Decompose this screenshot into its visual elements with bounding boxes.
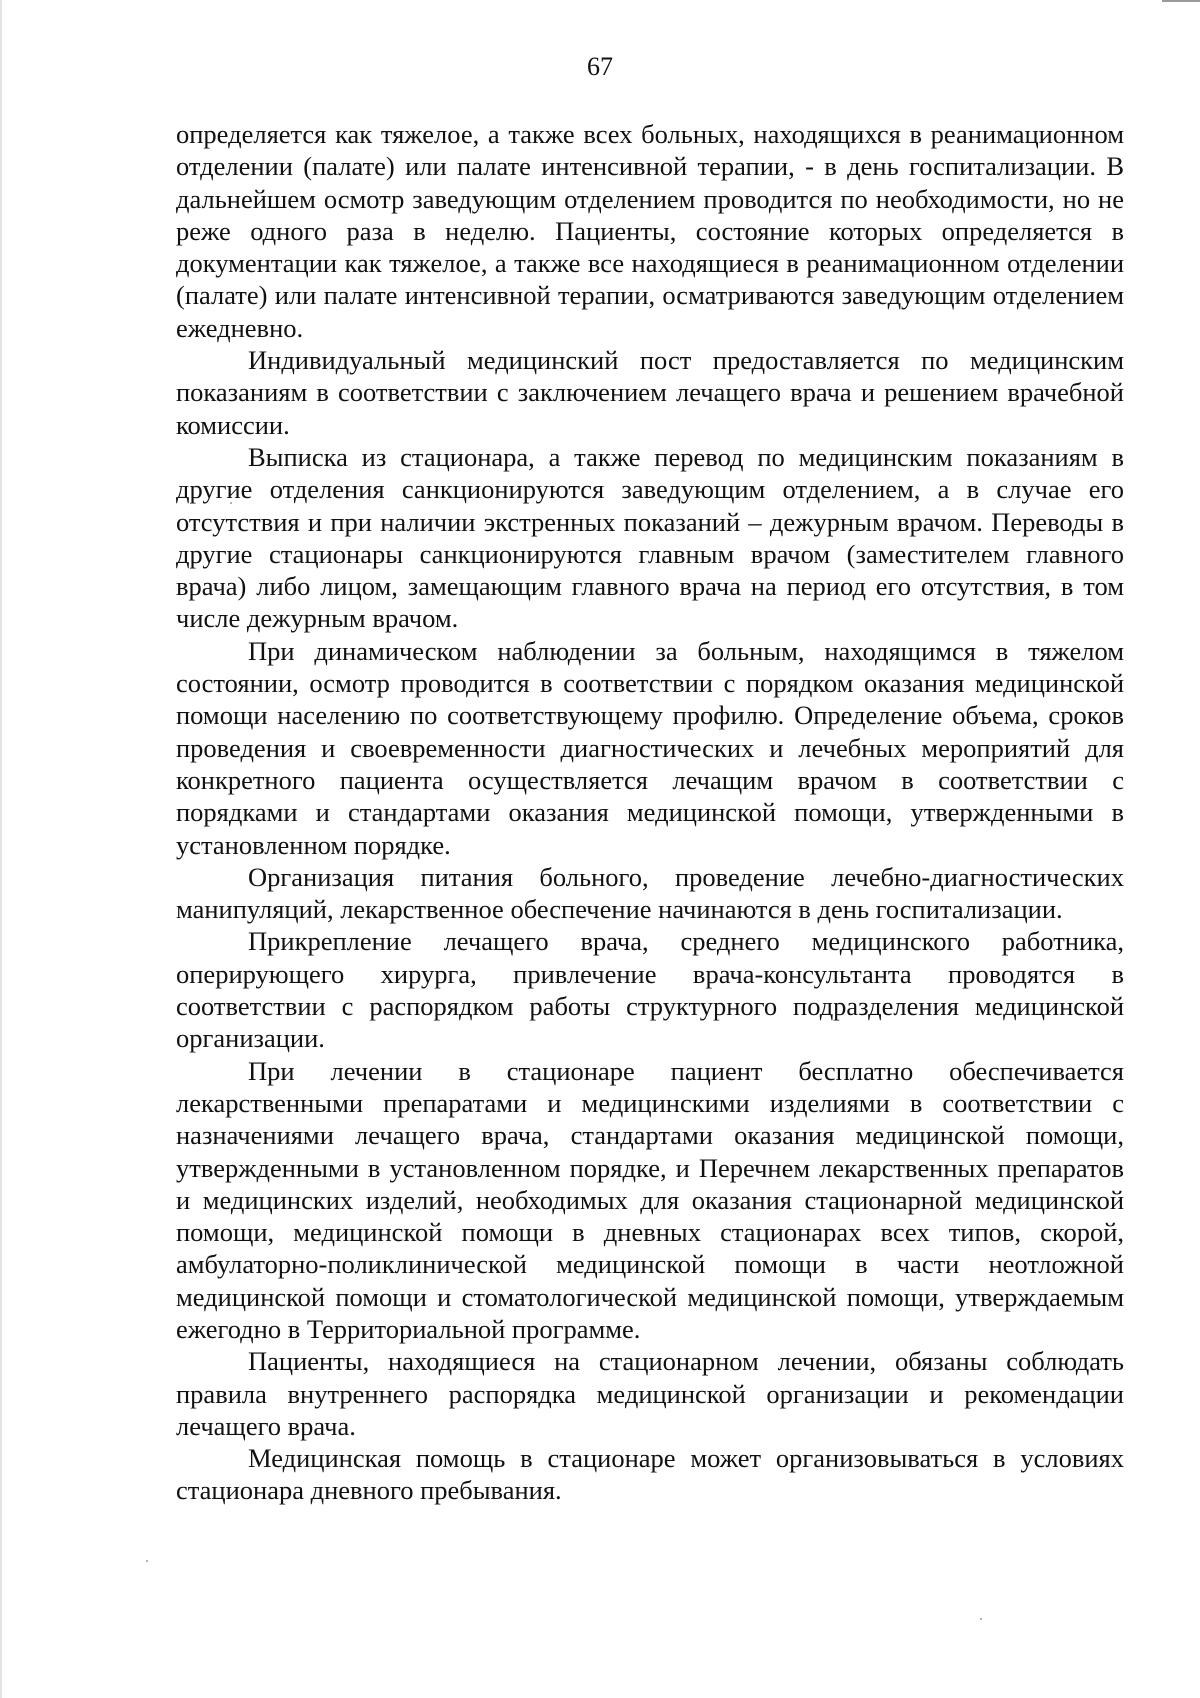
- paragraph: Медицинская помощь в стационаре может организовываться в условиях стационара дневного пребывания.: [176, 1443, 1124, 1506]
- scan-speck: [980, 1618, 982, 1620]
- paragraph: Индивидуальный медицинский пост предоставляется по медицинским показаниям в соответствии с заключением лечащего врача и решением врачебной комиссии.: [176, 345, 1124, 440]
- page-number: 67: [587, 52, 613, 81]
- scan-edge-mark: [1162, 0, 1200, 2]
- paragraph: Выписка из стационара, а также перевод по медицинским показаниям в другие отделения санкционируются заведующим отделением, а в случае его отсутствия и при наличии экстренных показаний – дежурным врачом. Переводы в другие стационары санкционируются главным врачом (заместителем главного врача) либо лицом, замещающим главного врача на период его отсутствия, в том числе дежурным врачом.: [176, 441, 1124, 634]
- paragraph: Пациенты, находящиеся на стационарном лечении, обязаны соблюдать правила внутреннего распорядка медицинской организации и рекомендации лечащего врача.: [176, 1346, 1124, 1441]
- paragraph: Прикрепление лечащего врача, среднего медицинского работника, оперирующего хирурга, привлечение врача-консультанта проводятся в соответствии с распорядком работы структурного подразделения медицинской организации.: [176, 926, 1124, 1054]
- scan-speck: [146, 1560, 148, 1562]
- paragraph: При динамическом наблюдении за больным, находящимся в тяжелом состоянии, осмотр проводится в соответствии с порядком оказания медицинской помощи населению по соответствующему профилю. Определение объема, сроков проведения и своевременности диагностических и лечебных мероприятий для конкретного пациента осуществляется лечащим врачом в соответствии с порядками и стандартами оказания медицинской помощи, утвержденными в установленном порядке.: [176, 635, 1124, 860]
- paragraph: Организация питания больного, проведение лечебно-диагностических манипуляций, лекарственное обеспечение начинаются в день госпитализации.: [176, 861, 1124, 925]
- document-body: [176, 118, 1124, 1507]
- scan-edge-shadow: [0, 0, 2, 1698]
- paragraph: При лечении в стационаре пациент бесплатно обеспечивается лекарственными препаратами и медицинскими изделиями в соответствии с назначениями лечащего врача, стандартами оказания медицинской помощи, утвержденными в установленном порядке, и Перечнем лекарственных препаратов и медицинских изделий, необходимых для оказания стационарной медицинской помощи, медицинской помощи в дневных стационарах всех типов, скорой, амбулаторно-поликлинической медицинской помощи в части неотложной медицинской помощи и стоматологической медицинской помощи, утверждаемым ежегодно в Территориальной программе.: [176, 1055, 1124, 1344]
- paragraph: определяется как тяжелое, а также всех больных, находящихся в реанимационном отделении (палате) или палате интенсивной терапии, - в день госпитализации. В дальнейшем осмотр заведующим отделением проводится по необходимости, но не реже одного раза в неделю. Пациенты, состояние которых определяется в документации как тяжелое, а также все находящиеся в реанимационном отделении (палате) или палате интенсивной терапии, осматриваются заведующим отделением ежедневно.: [176, 119, 1124, 343]
